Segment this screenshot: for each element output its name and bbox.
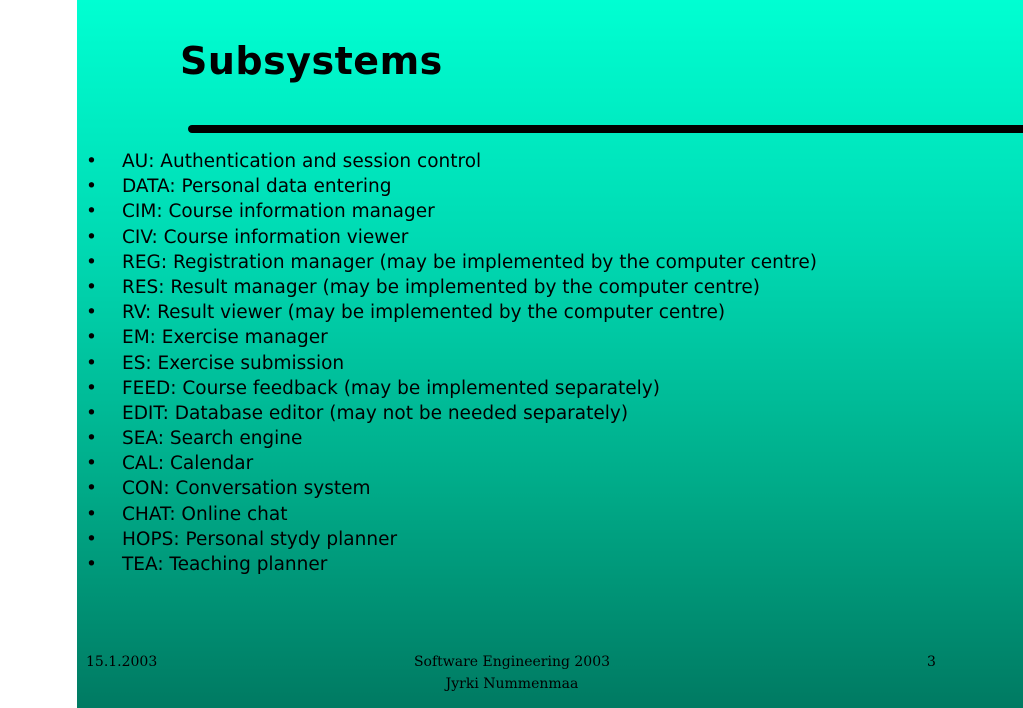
footer-date: 15.1.2003 — [86, 654, 158, 670]
bullet-text: CIV: Course information viewer — [122, 226, 409, 248]
bullet-dot-icon: • — [86, 428, 97, 450]
bullet-text: SEA: Search engine — [122, 428, 303, 450]
bullet-text: CON: Conversation system — [122, 478, 371, 500]
left-margin-strip — [0, 0, 77, 708]
bullet-dot-icon: • — [86, 554, 97, 575]
bullet-dot-icon: • — [86, 201, 97, 223]
footer-author: Jyrki Nummenmaa — [445, 676, 579, 692]
bullet-text: TEA: Teaching planner — [122, 554, 328, 575]
bullet-text: RV: Result viewer (may be implemented by the computer centre) — [122, 302, 726, 324]
bullet-dot-icon: • — [86, 151, 97, 172]
bullet-text: EDIT: Database editor (may not be needed separately) — [122, 402, 629, 424]
bullet-dot-icon: • — [86, 302, 97, 324]
bullet-dot-icon: • — [86, 503, 97, 525]
bullet-text: DATA: Personal data entering — [122, 176, 392, 198]
bullet-text: RES: Result manager (may be implemented by the computer centre) — [122, 276, 760, 298]
bullet-text: REG: Registration manager (may be implemented by the computer centre) — [122, 251, 817, 273]
bullet-text: CIM: Course information manager — [122, 201, 435, 223]
bullet-dot-icon: • — [86, 478, 97, 500]
bullet-dot-icon: • — [86, 226, 97, 248]
slide-title: Subsystems — [180, 39, 443, 83]
footer-center — [362, 651, 662, 695]
bullet-text: HOPS: Personal stydy planner — [122, 528, 398, 550]
footer-page-number: 3 — [927, 654, 936, 670]
bullet-dot-icon: • — [86, 276, 97, 298]
bullet-text: EM: Exercise manager — [122, 327, 328, 349]
bullet-dot-icon: • — [86, 352, 97, 374]
bullet-text: FEED: Course feedback (may be implemented separately) — [122, 377, 660, 399]
bullet-text: ES: Exercise submission — [122, 352, 345, 374]
bullet-text: CAL: Calendar — [122, 453, 254, 475]
bullet-text: AU: Authentication and session control — [122, 151, 482, 172]
bullet-dot-icon: • — [86, 251, 97, 273]
footer-course: Software Engineering 2003 — [413, 654, 611, 670]
bullet-dot-icon: • — [86, 528, 97, 550]
bullet-dot-icon: • — [86, 377, 97, 399]
bullet-dot-icon: • — [86, 402, 97, 424]
title-underline-rule — [188, 125, 1023, 133]
bullet-dot-icon: • — [86, 176, 97, 198]
bullet-text: CHAT: Online chat — [122, 503, 288, 525]
bullet-dot-icon: • — [86, 327, 97, 349]
bullet-dot-icon: • — [86, 453, 97, 475]
